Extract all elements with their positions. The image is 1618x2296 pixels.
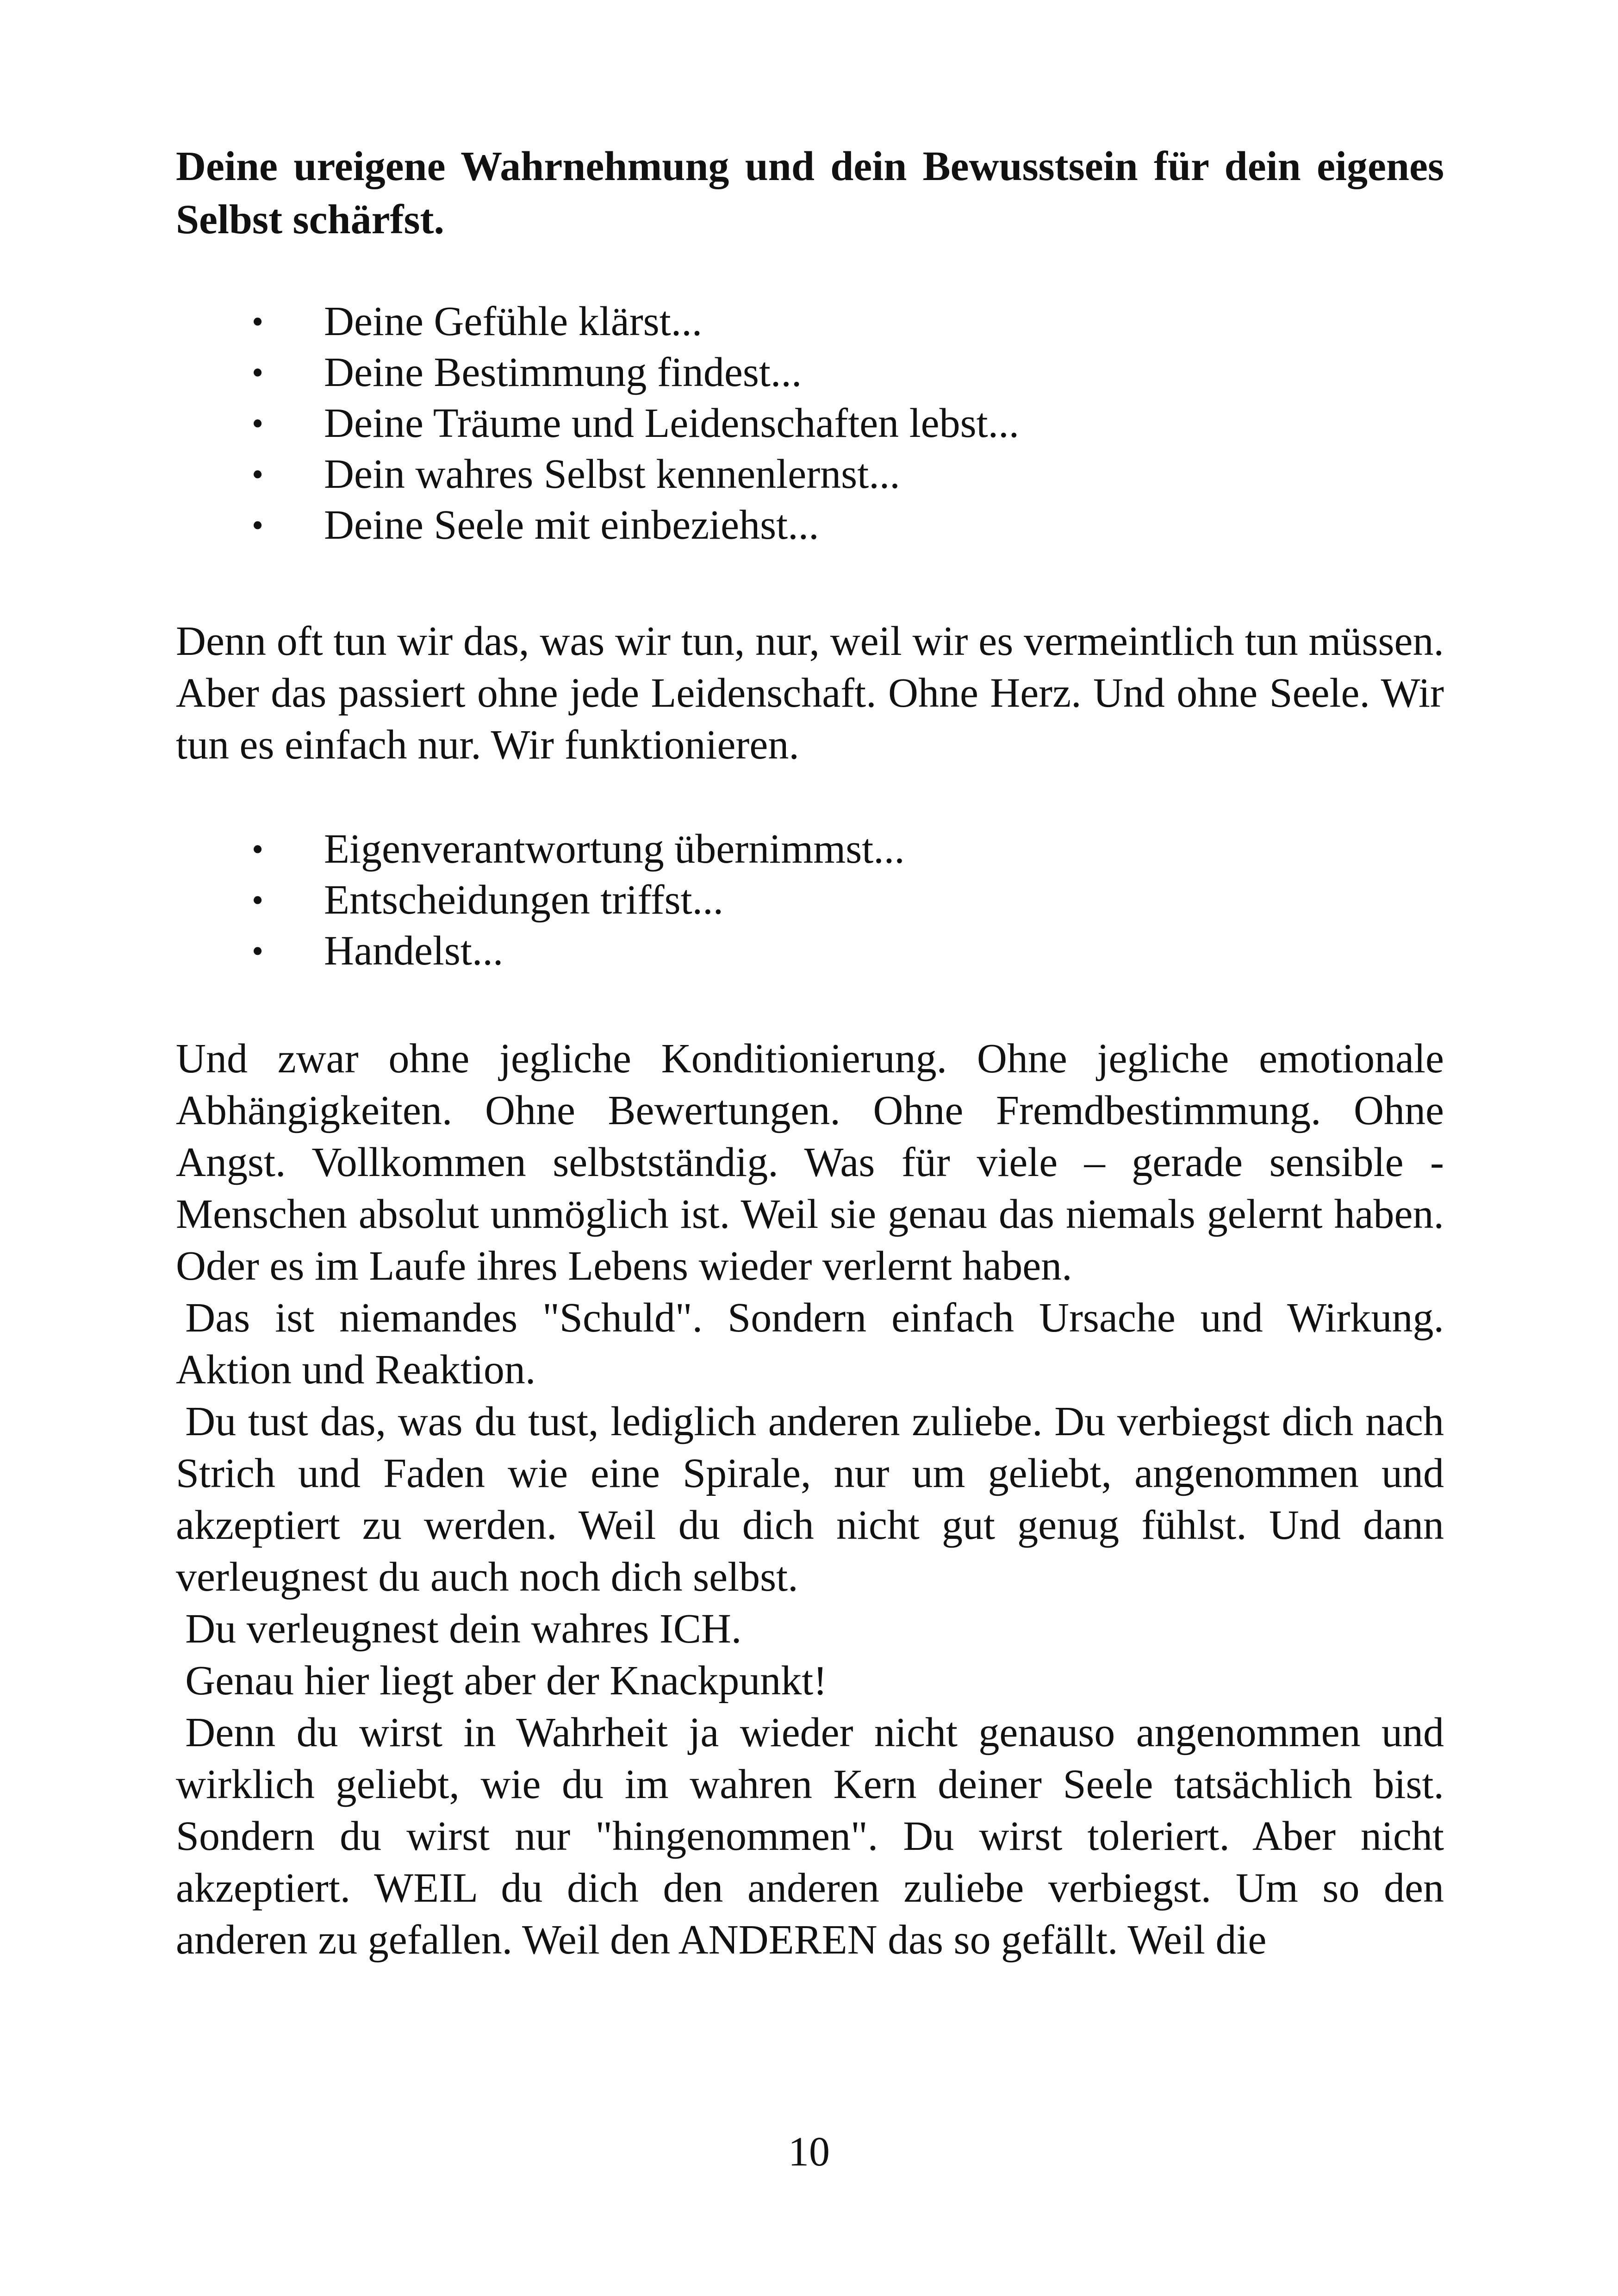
- bullet-icon: •: [252, 405, 264, 442]
- section-heading: Deine ureigene Wahrnehmung und dein Bewusstsein für dein eigenes Selbst schärfst.: [176, 143, 1444, 243]
- bullet-list-two: [241, 824, 905, 977]
- list-item: • Deine Gefühle klärst...: [241, 296, 1019, 347]
- paragraph: Denn du wirst in Wahrheit ja wieder nicht genauso angenommen und wirklich geliebt, wie du im wahren Kern deiner Seele tatsächlich bist. Sondern du wirst nur "hingenommen". Du wirst toleriert. Aber nicht akzeptiert. WEIL du dich den anderen zuliebe verbiegst. Um so den anderen zu gefallen. Weil den ANDEREN das so gefällt. Weil die: [176, 1710, 1444, 1963]
- bullet-icon: •: [252, 507, 264, 544]
- bullet-icon: •: [252, 303, 264, 340]
- list-item: • Deine Bestimmung findest...: [241, 347, 1019, 398]
- list-item: • Eigenverantwortung übernimmst...: [241, 824, 905, 875]
- paragraph: Das ist niemandes "Schuld". Sondern einfach Ursache und Wirkung. Aktion und Reaktion.: [176, 1295, 1444, 1393]
- list-item: • Entscheidungen triffst...: [241, 875, 905, 926]
- list-item: • Deine Seele mit einbeziehst...: [241, 500, 1019, 551]
- paragraph: Genau hier liegt aber der Knackpunkt!: [185, 1658, 828, 1704]
- list-item: • Dein wahres Selbst kennenlernst...: [241, 449, 1019, 500]
- body-text: [176, 1033, 1444, 1966]
- bullet-icon: •: [252, 882, 264, 919]
- bullet-icon: •: [252, 831, 264, 868]
- list-item: • Deine Träume und Leidenschaften lebst...: [241, 398, 1019, 449]
- paragraph: Du tust das, was du tust, lediglich anderen zuliebe. Du verbiegst dich nach Strich und Faden wie eine Spirale, nur um geliebt, angenommen und akzeptiert zu werden. Weil du dich nicht gut genug fühlst. Und dann verleugnest du auch noch dich selbst.: [176, 1399, 1444, 1600]
- paragraph: Du verleugnest dein wahres ICH.: [185, 1606, 742, 1652]
- bullet-icon: •: [252, 354, 264, 391]
- bullet-list-one: [241, 296, 1019, 551]
- bullet-icon: •: [252, 933, 264, 970]
- paragraph-one: Denn oft tun wir das, was wir tun, nur, weil wir es vermeintlich tun müssen. Aber das passiert ohne jede Leidenschaft. Ohne Herz. Und ohne Seele. Wir tun es einfach nur. Wir funktionieren.: [176, 618, 1444, 768]
- list-item: • Handelst...: [241, 926, 905, 977]
- page-number: 10: [788, 2129, 830, 2175]
- paragraph: Und zwar ohne jegliche Konditionierung. Ohne jegliche emotionale Abhängigkeiten. Ohne Bewertungen. Ohne Fremdbestimmung. Ohne Angst. Vollkommen selbstständig. Was für viele – gerade sensible - Menschen absolut unmöglich ist. Weil sie genau das niemals gelernt haben. Oder es im Laufe ihres Lebens wieder verlernt haben.: [176, 1036, 1444, 1289]
- bullet-icon: •: [252, 456, 264, 493]
